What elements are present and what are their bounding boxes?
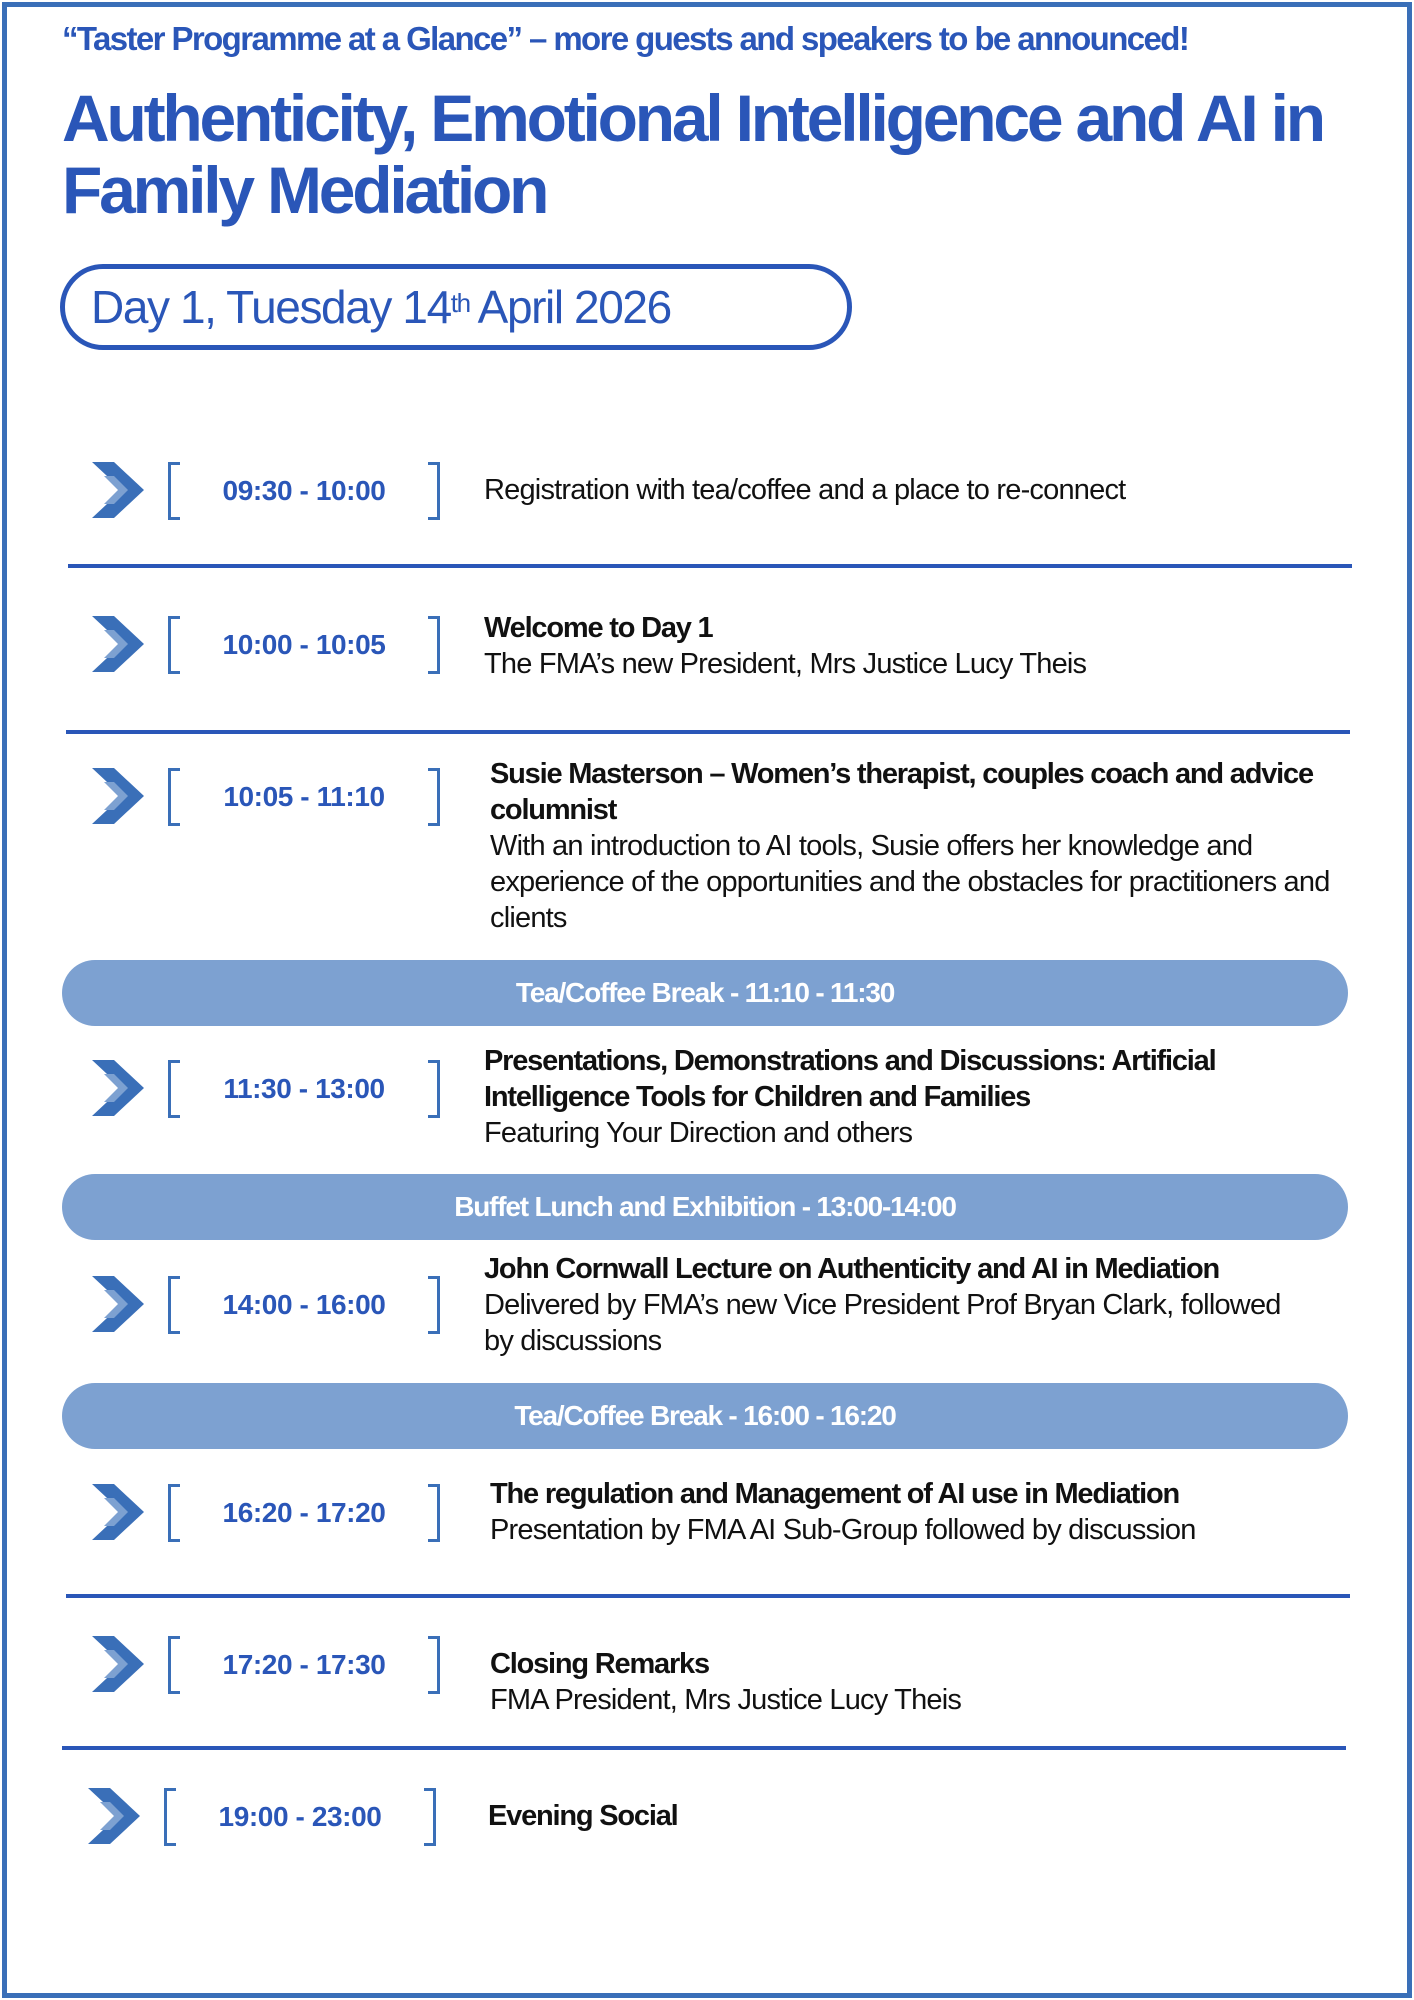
- session-text: With an introduction to AI tools, Susie offers her knowledge and experience of the opportunities and the obstacles for practitioners and clients: [490, 830, 1330, 934]
- time-slot: [168, 768, 440, 826]
- time-range: 09:30 - 10:00: [222, 475, 386, 506]
- tagline: “Taster Programme at a Glance” – more guests and speakers to be announced!: [62, 20, 1189, 57]
- session-title: Evening Social: [488, 1800, 678, 1832]
- time-range: 10:05 - 11:10: [223, 781, 385, 812]
- session-description: [484, 1043, 1364, 1151]
- day-label: Day 1, Tuesday 14: [91, 281, 451, 333]
- session-title: Closing Remarks: [490, 1648, 709, 1680]
- time-slot: [168, 1276, 440, 1334]
- time-range: 14:00 - 16:00: [222, 1289, 386, 1320]
- session-description: [490, 1646, 1370, 1718]
- chevron-right-icon: [92, 458, 150, 522]
- time-range: 17:20 - 17:30: [222, 1649, 386, 1680]
- chevron-right-icon: [92, 1056, 150, 1120]
- chevron-right-icon: [92, 1480, 150, 1544]
- time-slot: [164, 1788, 436, 1846]
- session-text: Featuring Your Direction and others: [484, 1117, 913, 1149]
- session-description: [490, 1476, 1370, 1548]
- divider: [66, 730, 1350, 734]
- break-banner: Buffet Lunch and Exhibition - 13:00-14:00: [62, 1174, 1348, 1240]
- session-description: [484, 610, 1364, 682]
- time-range: 10:00 - 10:05: [222, 629, 386, 660]
- session-description: [484, 1251, 1364, 1359]
- page-title: Authenticity, Emotional Intelligence and AI in Family Mediation: [62, 81, 1323, 227]
- session-description: [484, 472, 1364, 508]
- session-title: Welcome to Day 1: [484, 612, 713, 644]
- session-text: Presentation by FMA AI Sub-Group followed by discussion: [490, 1514, 1196, 1546]
- session-text: FMA President, Mrs Justice Lucy Theis: [490, 1684, 962, 1716]
- session-text: The FMA’s new President, Mrs Justice Lucy Theis: [484, 648, 1087, 680]
- time-slot: [168, 1636, 440, 1694]
- session-title: John Cornwall Lecture on Authenticity and AI in Mediation: [484, 1253, 1220, 1285]
- chevron-right-icon: [92, 1632, 150, 1696]
- session-description: [490, 756, 1370, 936]
- chevron-right-icon: [92, 1272, 150, 1336]
- time-slot: [168, 462, 440, 520]
- session-title: Susie Masterson – Women’s therapist, couples coach and advice columnist: [490, 758, 1313, 826]
- chevron-right-icon: [88, 1784, 146, 1848]
- session-text: Registration with tea/coffee and a place to re-connect: [484, 474, 1126, 506]
- time-range: 16:20 - 17:20: [222, 1497, 386, 1528]
- time-slot: [168, 1484, 440, 1542]
- day-month-year: April 2026: [477, 281, 671, 333]
- session-description: [488, 1798, 1368, 1834]
- divider: [68, 564, 1352, 568]
- chevron-right-icon: [92, 612, 150, 676]
- session-title: The regulation and Management of AI use in Mediation: [490, 1478, 1179, 1510]
- time-slot: [168, 616, 440, 674]
- day-badge: [60, 264, 852, 350]
- break-banner: Tea/Coffee Break - 11:10 - 11:30: [62, 960, 1348, 1026]
- session-text: Delivered by FMA’s new Vice President Prof Bryan Clark, followed by discussions: [484, 1289, 1281, 1357]
- chevron-right-icon: [92, 764, 150, 828]
- break-banner: Tea/Coffee Break - 16:00 - 16:20: [62, 1383, 1348, 1449]
- divider: [66, 1594, 1350, 1598]
- day-ordinal-suffix: th: [450, 287, 470, 318]
- session-title: Presentations, Demonstrations and Discussions: Artificial Intelligence Tools for Children and Families: [484, 1045, 1216, 1113]
- time-range: 19:00 - 23:00: [218, 1801, 382, 1832]
- time-range: 11:30 - 13:00: [223, 1073, 385, 1104]
- time-slot: [168, 1060, 440, 1118]
- divider: [62, 1746, 1346, 1750]
